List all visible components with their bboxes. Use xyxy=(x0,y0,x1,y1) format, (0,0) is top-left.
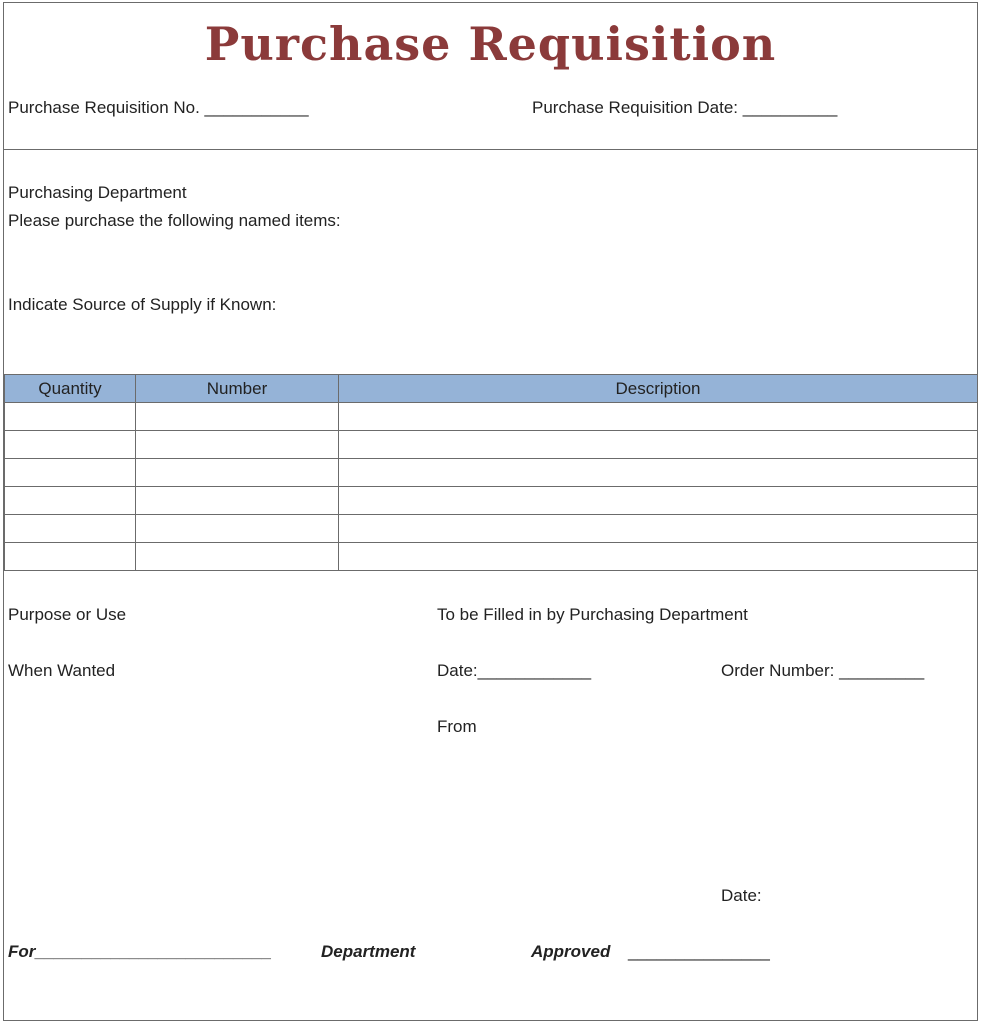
when-wanted-label: When Wanted xyxy=(8,661,116,680)
number-cell[interactable] xyxy=(136,543,339,571)
date-field[interactable]: Date:____________ xyxy=(437,661,592,680)
table-row xyxy=(5,543,978,571)
order-number-field[interactable]: Order Number: _________ xyxy=(721,661,925,680)
second-date-label: Date: xyxy=(721,886,762,905)
filled-by-purchasing-label: To be Filled in by Purchasing Department xyxy=(437,605,748,624)
description-cell[interactable] xyxy=(339,543,978,571)
table-row xyxy=(5,487,978,515)
requisition-date-field[interactable]: Purchase Requisition Date: __________ xyxy=(532,98,838,117)
source-of-supply-text: Indicate Source of Supply if Known: xyxy=(8,295,277,314)
quantity-cell[interactable] xyxy=(5,515,136,543)
quantity-cell[interactable] xyxy=(5,487,136,515)
number-cell[interactable] xyxy=(136,459,339,487)
table-row xyxy=(5,403,978,431)
number-cell[interactable] xyxy=(136,515,339,543)
approved-label: Approved xyxy=(531,942,611,961)
for-field[interactable]: For_________________________ xyxy=(8,942,272,961)
number-cell[interactable] xyxy=(136,403,339,431)
table-row xyxy=(5,459,978,487)
description-cell[interactable] xyxy=(339,431,978,459)
purpose-label: Purpose or Use xyxy=(8,605,127,624)
column-header-number: Number xyxy=(136,375,339,403)
form-title: Purchase Requisition xyxy=(204,17,777,71)
divider xyxy=(4,149,977,150)
approved-signature-line[interactable]: _______________ xyxy=(628,942,770,961)
requisition-number-field[interactable]: Purchase Requisition No. ___________ xyxy=(8,98,309,117)
description-cell[interactable] xyxy=(339,403,978,431)
purchasing-department-text: Purchasing Department xyxy=(8,183,187,202)
items-table xyxy=(4,374,978,571)
quantity-cell[interactable] xyxy=(5,403,136,431)
instruction-text: Please purchase the following named items: xyxy=(8,211,341,230)
quantity-cell[interactable] xyxy=(5,543,136,571)
column-header-quantity: Quantity xyxy=(5,375,136,403)
table-header-row xyxy=(5,375,978,403)
description-cell[interactable] xyxy=(339,459,978,487)
purchase-requisition-form xyxy=(3,2,978,1021)
column-header-description: Description xyxy=(339,375,978,403)
table-row xyxy=(5,431,978,459)
quantity-cell[interactable] xyxy=(5,431,136,459)
from-label: From xyxy=(437,717,477,736)
description-cell[interactable] xyxy=(339,515,978,543)
number-cell[interactable] xyxy=(136,431,339,459)
quantity-cell[interactable] xyxy=(5,459,136,487)
number-cell[interactable] xyxy=(136,487,339,515)
department-label: Department xyxy=(321,942,416,961)
description-cell[interactable] xyxy=(339,487,978,515)
table-row xyxy=(5,515,978,543)
